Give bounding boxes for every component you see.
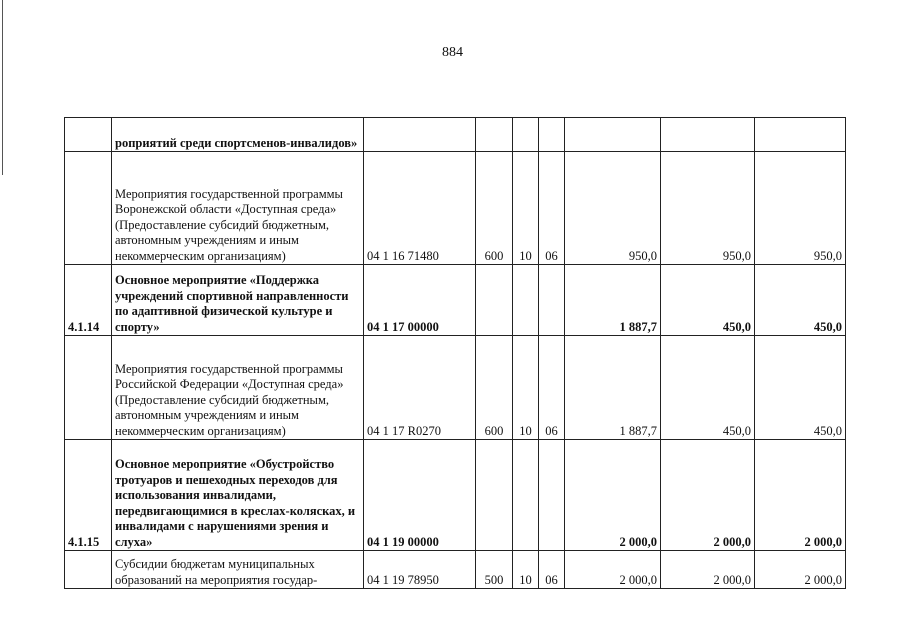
row-rz: 10 [513,336,539,440]
row-code [65,152,112,265]
row-rz [513,265,539,336]
row-kcsr: 04 1 19 78950 [364,551,476,589]
row-name: Субсидии бюджетам муниципальных образований на мероприятия государ- [112,551,364,589]
row-code: 4.1.14 [65,265,112,336]
row-year1 [565,118,661,152]
row-pr: 06 [539,336,565,440]
row-vr [476,118,513,152]
row-name: Основное мероприятие «Поддержка учреждений спортивной направленности по адаптивной физической культуре и спорту» [112,265,364,336]
row-year1: 1 887,7 [565,336,661,440]
row-name: роприятий среди спортсменов-инвалидов» [112,118,364,152]
row-year3: 2 000,0 [755,440,846,551]
row-vr: 500 [476,551,513,589]
row-kcsr: 04 1 19 00000 [364,440,476,551]
row-code [65,118,112,152]
row-code [65,336,112,440]
row-kcsr: 04 1 16 71480 [364,152,476,265]
row-rz [513,440,539,551]
table-row [65,336,846,440]
table-row [65,152,846,265]
row-rz: 10 [513,551,539,589]
row-year2: 450,0 [661,265,755,336]
row-year1: 1 887,7 [565,265,661,336]
row-name: Основное мероприятие «Обустройство тротуаров и пешеходных переходов для использования инвалидами, передвигающимися в креслах-колясках, и инвалидами с нарушениями зрения и слуха» [112,440,364,551]
row-vr: 600 [476,336,513,440]
table-row [65,440,846,551]
row-kcsr: 04 1 17 00000 [364,265,476,336]
row-year3 [755,118,846,152]
row-year1: 950,0 [565,152,661,265]
row-vr [476,440,513,551]
row-pr [539,440,565,551]
row-code: 4.1.15 [65,440,112,551]
row-name: Мероприятия государственной программы Российской Федерации «Доступная среда» (Предоставление субсидий бюджетным, автономным учреждениям и иным некоммерческим организациям) [112,336,364,440]
row-kcsr: 04 1 17 R0270 [364,336,476,440]
row-year2: 2 000,0 [661,440,755,551]
row-year3: 450,0 [755,265,846,336]
table-row [65,265,846,336]
row-year2: 950,0 [661,152,755,265]
page-number: 884 [442,45,463,60]
row-pr [539,265,565,336]
row-pr: 06 [539,152,565,265]
row-vr: 600 [476,152,513,265]
row-vr [476,265,513,336]
row-year1: 2 000,0 [565,440,661,551]
row-year2: 450,0 [661,336,755,440]
row-pr [539,118,565,152]
row-year2 [661,118,755,152]
row-year3: 950,0 [755,152,846,265]
row-year2: 2 000,0 [661,551,755,589]
row-year3: 450,0 [755,336,846,440]
row-rz [513,118,539,152]
scan-edge-mark [2,0,3,175]
row-code [65,551,112,589]
row-name: Мероприятия государственной программы Воронежской области «Доступная среда» (Предоставление субсидий бюджетным, автономным учреждениям и иным некоммерческим организациям) [112,152,364,265]
table-row [65,551,846,589]
row-kcsr [364,118,476,152]
table-row [65,118,846,152]
budget-table [64,117,846,589]
table-body [65,118,846,589]
row-year3: 2 000,0 [755,551,846,589]
row-pr: 06 [539,551,565,589]
row-year1: 2 000,0 [565,551,661,589]
row-rz: 10 [513,152,539,265]
